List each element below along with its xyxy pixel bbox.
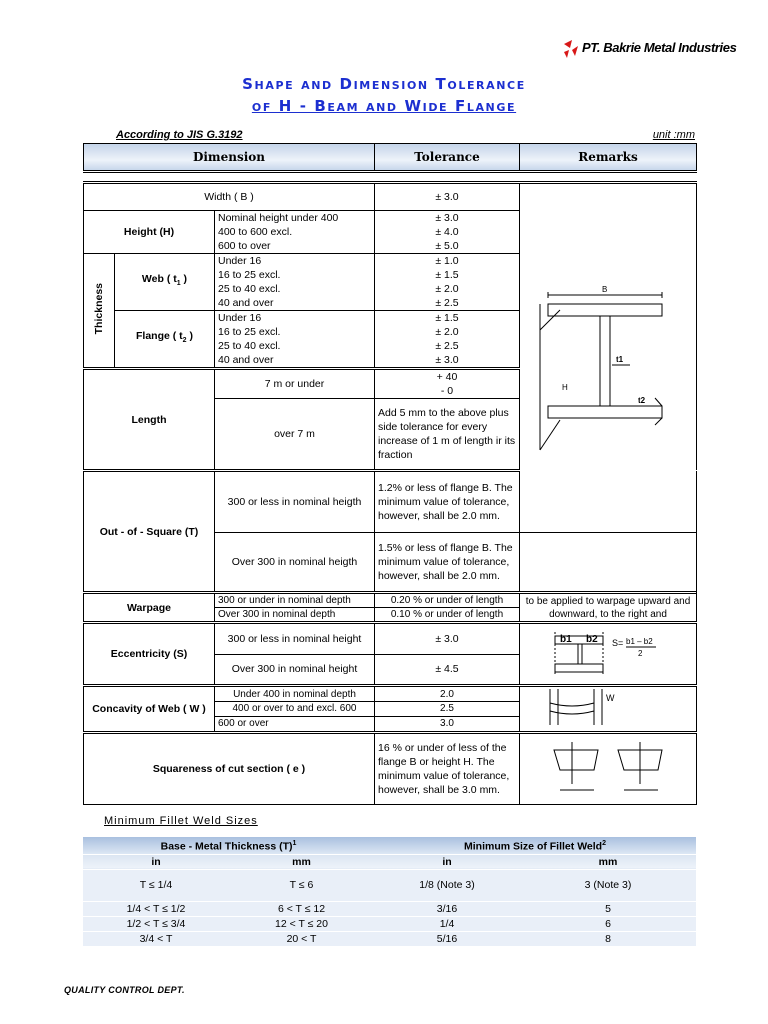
fillet-cell: T ≤ 6 <box>229 869 374 901</box>
table-row <box>83 901 696 916</box>
page-subtitle: of H - Beam and Wide Flange <box>251 97 517 115</box>
oos-tol: 1.5% or less of flange B. The minimum value of tolerance, however, shall be 2.0 mm. <box>375 533 520 593</box>
eccentricity-diagram-icon <box>520 624 697 680</box>
warpage-tol: 0.10 % or under of length <box>375 608 520 623</box>
fillet-header-min-sup: 2 <box>602 840 606 847</box>
fillet-col-mm: mm <box>520 854 696 869</box>
table-row <box>83 869 696 901</box>
oos-cond: 300 or less in nominal heigth <box>215 471 375 533</box>
table-row <box>83 931 696 946</box>
ecc-tol: ± 4.5 <box>375 654 520 686</box>
fillet-header-min-text: Minimum Size of Fillet Weld <box>464 840 603 853</box>
fillet-cell: T ≤ 1/4 <box>83 869 229 901</box>
flange-tol: ± 2.0 <box>375 325 520 339</box>
height-cond: 600 to over <box>215 239 375 254</box>
fillet-header-base <box>83 837 374 854</box>
fillet-header-base-sup: 1 <box>292 840 297 847</box>
diagram-label-b1: b1 <box>560 634 572 645</box>
fillet-cell: 5/16 <box>374 931 520 946</box>
warpage-label: Warpage <box>84 593 215 623</box>
diagram-label-t1: t1 <box>616 355 624 365</box>
web-tol: ± 2.0 <box>375 282 520 296</box>
height-tol: ± 4.0 <box>375 225 520 239</box>
length-cond: over 7 m <box>215 399 375 471</box>
concavity-cond: 400 or over to and excl. 600 <box>215 702 375 717</box>
web-cond: Under 16 <box>215 254 375 269</box>
warpage-remark: to be applied to warpage upward and downward, to the right and <box>520 593 697 623</box>
flange-cond: 25 to 40 excl. <box>215 339 375 353</box>
thickness-label <box>84 254 115 369</box>
flange-cond: Under 16 <box>215 311 375 326</box>
company-name: PT. Bakrie Metal Industries <box>582 40 737 55</box>
concavity-cond: Under 400 in nominal depth <box>215 686 375 702</box>
ecc-tol: ± 3.0 <box>375 623 520 655</box>
flange-label: Flange ( $t_2$ ) <box>115 311 215 369</box>
flange-cond: 16 to 25 excl. <box>215 325 375 339</box>
fillet-cell: 12 < T ≤ 20 <box>229 916 374 931</box>
warpage-tol: 0.20 % or under of length <box>375 593 520 608</box>
fillet-cell: 1/4 < T ≤ 1/2 <box>83 901 229 916</box>
flange-tol: ± 2.5 <box>375 339 520 353</box>
fillet-col-mm: mm <box>229 854 374 869</box>
squareness-tol: 16 % or under of less of the flange B or height H. The minimum value of tolerance, however, shall be 3.0 mm. <box>375 733 520 805</box>
length-tol-plus: + 40 <box>436 371 458 383</box>
unit-label: unit :mm <box>652 129 695 141</box>
flange-cond: 40 and over <box>215 353 375 369</box>
fillet-cell: 1/8 (Note 3) <box>374 869 520 901</box>
squareness-label: Squareness of cut section ( e ) <box>84 733 375 805</box>
ecc-cond: Over 300 in nominal height <box>215 654 375 686</box>
oos-cond: Over 300 in nominal heigth <box>215 533 375 593</box>
height-tol: ± 3.0 <box>375 211 520 226</box>
height-tol: ± 5.0 <box>375 239 520 254</box>
remark-concavity-diagram <box>520 686 697 733</box>
fillet-cell: 3/16 <box>374 901 520 916</box>
fillet-cell: 3/4 < T <box>83 931 229 946</box>
web-tol: ± 1.0 <box>375 254 520 269</box>
concavity-diagram-icon <box>520 687 697 727</box>
height-cond: Nominal height under 400 <box>215 211 375 226</box>
remark-beam-diagram <box>520 183 697 533</box>
tolerance-table <box>83 143 697 805</box>
width-tol: ± 3.0 <box>375 183 520 211</box>
height-cond: 400 to 600 excl. <box>215 225 375 239</box>
diagram-label-w: W <box>606 693 615 703</box>
page-title: Shape and Dimension Tolerance <box>242 75 526 93</box>
web-tol: ± 1.5 <box>375 268 520 282</box>
fillet-title: Minimum Fillet Weld Sizes <box>104 815 258 827</box>
remark-ecc-diagram <box>520 623 697 686</box>
fillet-cell: 6 < T ≤ 12 <box>229 901 374 916</box>
diagram-label-b: B <box>602 285 608 295</box>
ecc-label: Eccentricity (S) <box>84 623 215 686</box>
formula-num: b1 – b2 <box>626 637 653 646</box>
header-dimension: Dimension <box>84 144 375 172</box>
fillet-cell: 20 < T <box>229 931 374 946</box>
header-tolerance: Tolerance <box>375 144 520 172</box>
length-cond: 7 m or under <box>215 369 375 399</box>
diagram-label-b2: b2 <box>586 634 598 645</box>
table-header <box>84 144 697 172</box>
width-label: Width ( B ) <box>84 183 375 211</box>
remark-squareness-diagram <box>520 733 697 805</box>
oos-tol: 1.2% or less of flange B. The minimum value of tolerance, however, shall be 2.0 mm. <box>375 471 520 533</box>
header-remarks: Remarks <box>520 144 697 172</box>
warpage-cond: Over 300 in nominal depth <box>215 608 375 623</box>
concavity-label: Concavity of Web ( W ) <box>84 686 215 733</box>
concavity-tol: 2.0 <box>375 686 520 702</box>
table-row <box>84 183 697 211</box>
diagram-label-h: H <box>562 383 568 393</box>
ecc-cond: 300 or less in nominal height <box>215 623 375 655</box>
length-tol-minus: - 0 <box>440 385 454 397</box>
web-label: Web ( $t_1$ ) <box>115 254 215 311</box>
standard-reference: According to JIS G.3192 <box>116 129 243 141</box>
oos-label: Out - of - Square (T) <box>84 471 215 593</box>
height-label: Height (H) <box>84 211 215 254</box>
concavity-tol: 2.5 <box>375 702 520 717</box>
flange-tol: ± 1.5 <box>375 311 520 326</box>
length-tol <box>375 369 520 399</box>
squareness-diagram-icon <box>520 734 697 800</box>
thickness-text: Thickness <box>93 282 105 335</box>
web-cond: 16 to 25 excl. <box>215 268 375 282</box>
fillet-cell: 5 <box>520 901 696 916</box>
length-tol: Add 5 mm to the above plus side tolerance for every increase of 1 m of length ir its fraction <box>375 399 520 471</box>
fillet-header-min <box>374 837 696 854</box>
web-tol: ± 2.5 <box>375 296 520 311</box>
concavity-cond: 600 or over <box>215 716 375 732</box>
fillet-col-in: in <box>374 854 520 869</box>
fillet-cell: 1/2 < T ≤ 3/4 <box>83 916 229 931</box>
fillet-cell: 1/4 <box>374 916 520 931</box>
fillet-header-base-text: Base - Metal Thickness (T) <box>160 840 293 853</box>
formula-den: 2 <box>638 649 643 658</box>
formula-left: S= <box>612 638 624 648</box>
diagram-label-t2: t2 <box>638 396 646 406</box>
fillet-cell: 8 <box>520 931 696 946</box>
fillet-table <box>83 837 696 947</box>
web-cond: 25 to 40 excl. <box>215 282 375 296</box>
warpage-cond: 300 or under in nominal depth <box>215 593 375 608</box>
flange-tol: ± 3.0 <box>375 353 520 369</box>
h-beam-diagram-icon <box>520 210 697 502</box>
concavity-tol: 3.0 <box>375 716 520 732</box>
fillet-cell: 3 (Note 3) <box>520 869 696 901</box>
length-label: Length <box>84 369 215 471</box>
web-cond: 40 and over <box>215 296 375 311</box>
fillet-col-in: in <box>83 854 229 869</box>
footer-department: QUALITY CONTROL DEPT. <box>64 985 185 995</box>
table-row <box>83 916 696 931</box>
fillet-cell: 6 <box>520 916 696 931</box>
